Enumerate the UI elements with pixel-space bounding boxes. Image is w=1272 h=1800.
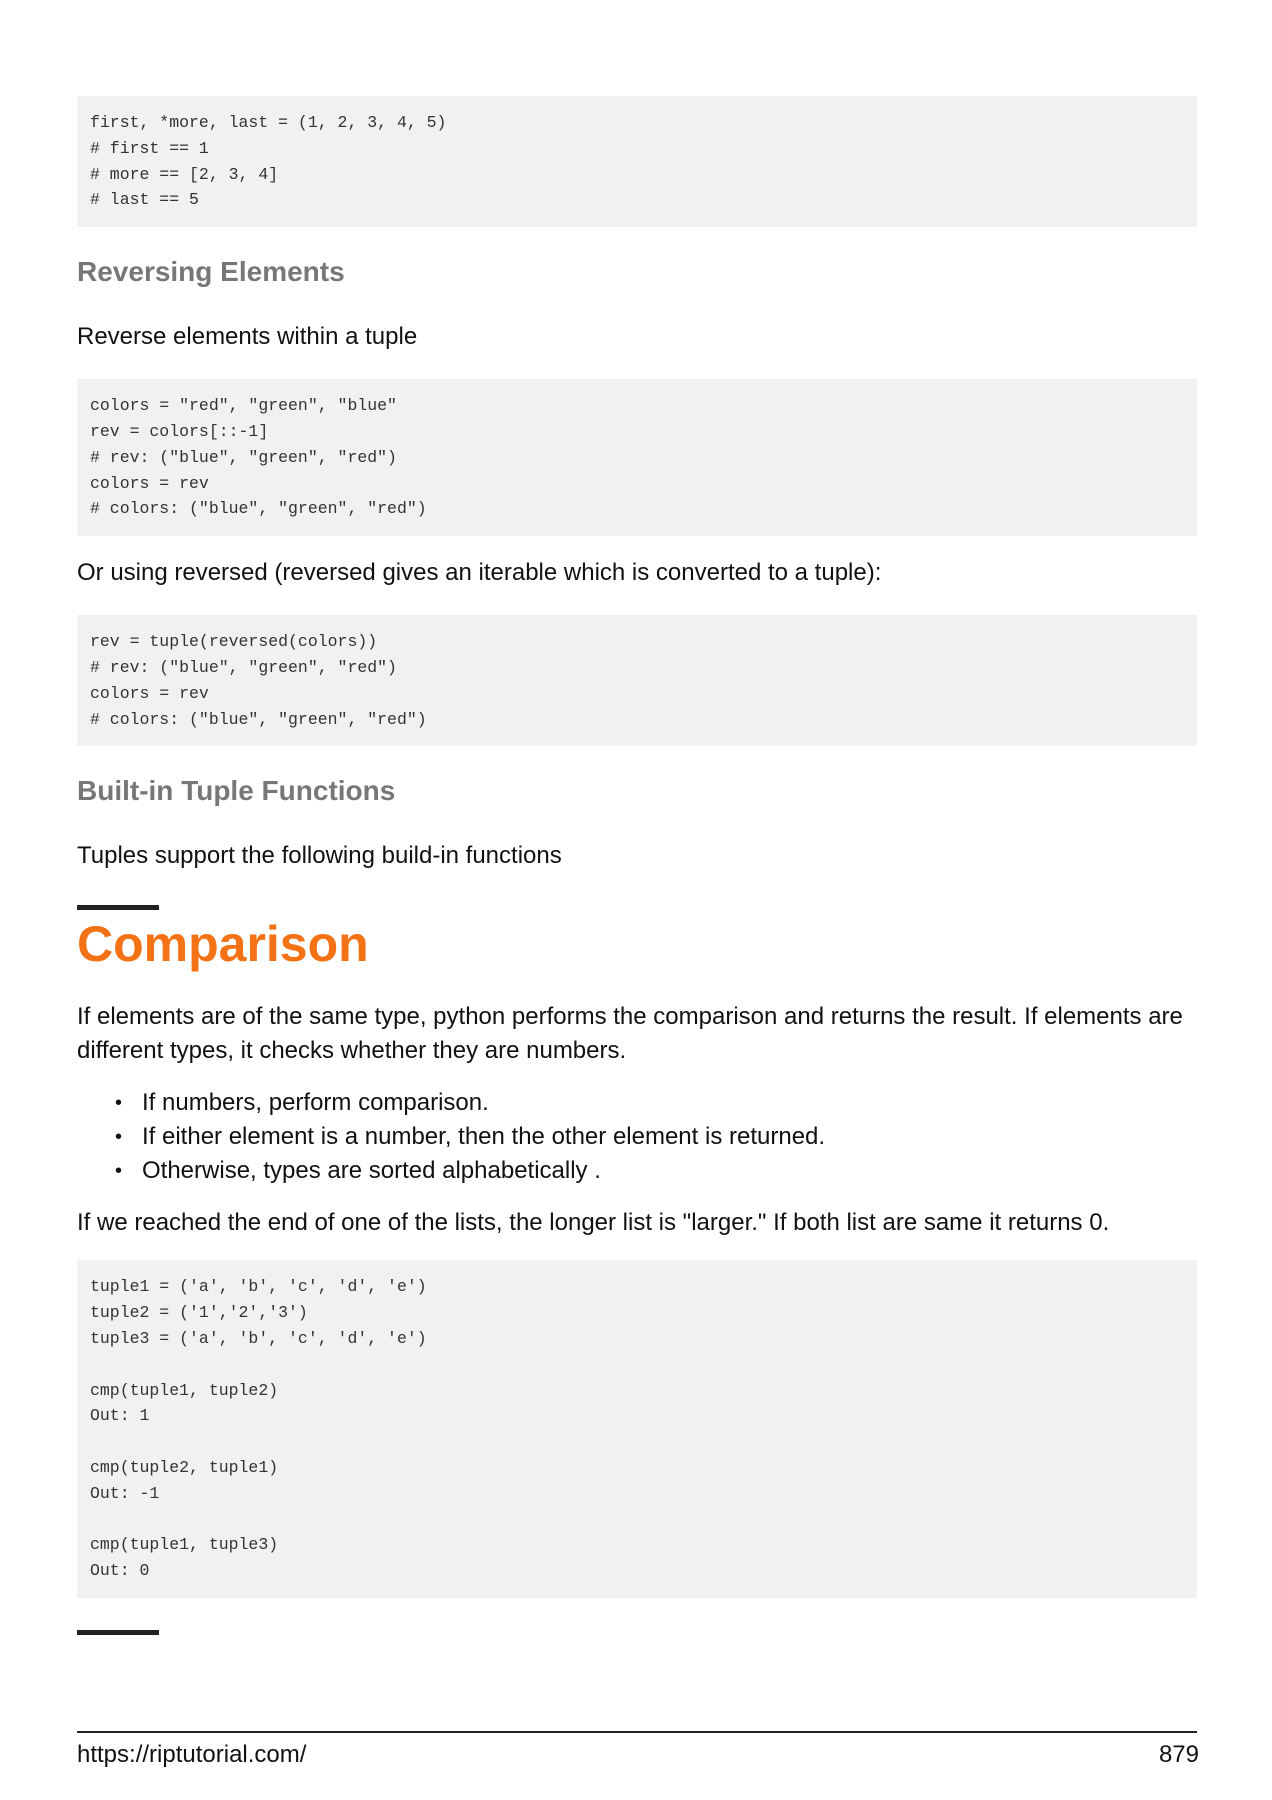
builtin-intro: Tuples support the following build-in functions (77, 842, 562, 870)
footer-url: https://riptutorial.com/ (77, 1741, 307, 1768)
list-item: • Otherwise, types are sorted alphabetically . (77, 1154, 1197, 1188)
code-block-reverse-slice: colors = "red", "green", "blue" rev = colors[::-1] # rev: ("blue", "green", "red") colors = rev # colors: ("blue", "green", "red") (77, 379, 1197, 536)
code-block-compare: tuple1 = ('a', 'b', 'c', 'd', 'e') tuple2 = ('1','2','3') tuple3 = ('a', 'b', 'c', 'd', 'e') cmp(tuple1, tuple2) Out: 1 cmp(tuple2, tuple1) Out: -1 cmp(tuple1, tuple3) Out: 0 (77, 1260, 1197, 1598)
reversed-note: Or using reversed (reversed gives an iterable which is converted to a tuple): (77, 559, 882, 587)
code-block-unpack: first, *more, last = (1, 2, 3, 4, 5) # first == 1 # more == [2, 3, 4] # last == 5 (77, 96, 1197, 227)
list-item: • If numbers, perform comparison. (77, 1086, 1197, 1120)
code-block-reverse-func: rev = tuple(reversed(colors)) # rev: ("blue", "green", "red") colors = rev # colors: ("blue", "green", "red") (77, 615, 1197, 746)
footer-divider (77, 1731, 1197, 1733)
comparison-bullet-list (77, 1086, 1197, 1188)
chapter-title: Comparison (77, 916, 369, 973)
list-item: • If either element is a number, then the other element is returned. (77, 1120, 1197, 1154)
page-number: 879 (1158, 1741, 1199, 1768)
bullet-icon: • (115, 1092, 123, 1115)
chapter-rule (77, 905, 159, 910)
comparison-paragraph-2: If we reached the end of one of the lists, the longer list is "larger." If both list are same it returns 0. (77, 1209, 1110, 1237)
comparison-paragraph-1: If elements are of the same type, python performs the comparison and returns the result. If elements are different types, it checks whether they are numbers. (77, 1003, 1183, 1065)
bullet-icon: • (115, 1126, 123, 1149)
page-content (77, 96, 1197, 1635)
bullet-icon: • (115, 1160, 123, 1183)
end-rule (77, 1630, 159, 1635)
reversing-intro: Reverse elements within a tuple (77, 323, 418, 351)
section-heading-reversing: Reversing Elements (77, 256, 345, 288)
section-heading-builtin: Built-in Tuple Functions (77, 775, 396, 807)
